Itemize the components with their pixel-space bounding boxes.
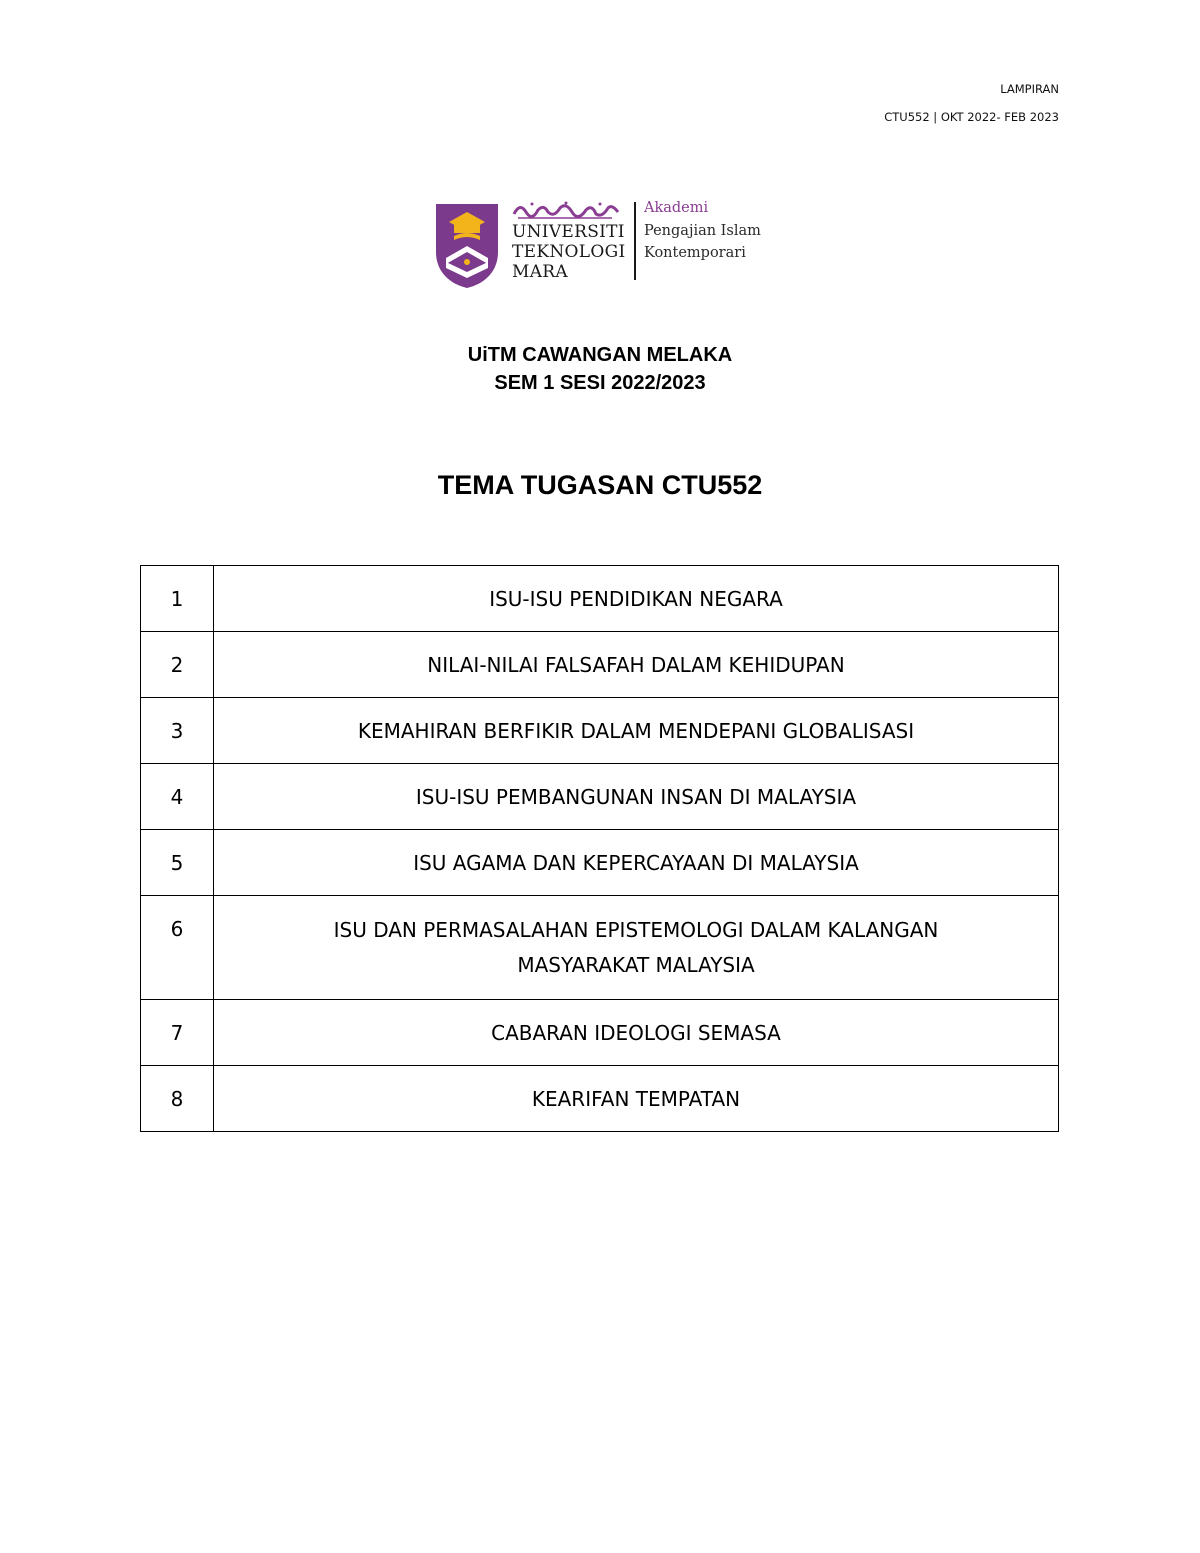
- campus-name: UiTM CAWANGAN MELAKA: [467, 344, 733, 366]
- theme-number: 3: [141, 698, 214, 764]
- theme-label: [214, 896, 1059, 1000]
- theme-label: KEARIFAN TEMPATAN: [214, 1066, 1059, 1132]
- theme-label: KEMAHIRAN BERFIKIR DALAM MENDEPANI GLOBALISASI: [214, 698, 1059, 764]
- theme-label: ISU-ISU PEMBANGUNAN INSAN DI MALAYSIA: [214, 764, 1059, 830]
- theme-number: 2: [141, 632, 214, 698]
- header-lampiran: LAMPIRAN: [1000, 82, 1059, 96]
- theme-label: ISU AGAMA DAN KEPERCAYAAN DI MALAYSIA: [214, 830, 1059, 896]
- logo-akademi-line: Akademi: [644, 200, 709, 216]
- theme-number: 6: [141, 896, 214, 1000]
- theme-label-line: ISU DAN PERMASALAHAN EPISTEMOLOGI DALAM KALANGAN: [333, 917, 939, 942]
- table-row: [141, 1000, 1059, 1066]
- page-title: TEMA TUGASAN CTU552: [437, 470, 763, 500]
- jawi-script-icon: [512, 200, 620, 220]
- logo-divider: [634, 202, 636, 280]
- table-row: [141, 764, 1059, 830]
- table-row: [141, 896, 1059, 1000]
- theme-number: 5: [141, 830, 214, 896]
- theme-number: 8: [141, 1066, 214, 1132]
- theme-label-line: MASYARAKAT MALAYSIA: [517, 952, 755, 977]
- table-row: [141, 566, 1059, 632]
- table-row: [141, 830, 1059, 896]
- theme-label: ISU-ISU PENDIDIKAN NEGARA: [214, 566, 1059, 632]
- table-row: [141, 698, 1059, 764]
- header-course-session: CTU552 | OKT 2022- FEB 2023: [884, 110, 1059, 124]
- theme-number: 1: [141, 566, 214, 632]
- logo-mara-line: MARA: [512, 262, 568, 282]
- campus-session: SEM 1 SESI 2022/2023: [494, 372, 706, 394]
- uitm-shield-icon: [432, 200, 502, 290]
- logo-pengajian-line: Pengajian Islam: [644, 223, 761, 239]
- logo-kontemporari-line: Kontemporari: [644, 245, 746, 261]
- table-row: [141, 632, 1059, 698]
- uitm-logo: [432, 196, 772, 286]
- theme-number: 4: [141, 764, 214, 830]
- theme-label: NILAI-NILAI FALSAFAH DALAM KEHIDUPAN: [214, 632, 1059, 698]
- logo-university-line: UNIVERSITI: [512, 222, 625, 242]
- logo-teknologi-line: TEKNOLOGI: [512, 242, 626, 262]
- table-row: [141, 1066, 1059, 1132]
- theme-number: 7: [141, 1000, 214, 1066]
- theme-label: CABARAN IDEOLOGI SEMASA: [214, 1000, 1059, 1066]
- themes-table: [140, 565, 1059, 1132]
